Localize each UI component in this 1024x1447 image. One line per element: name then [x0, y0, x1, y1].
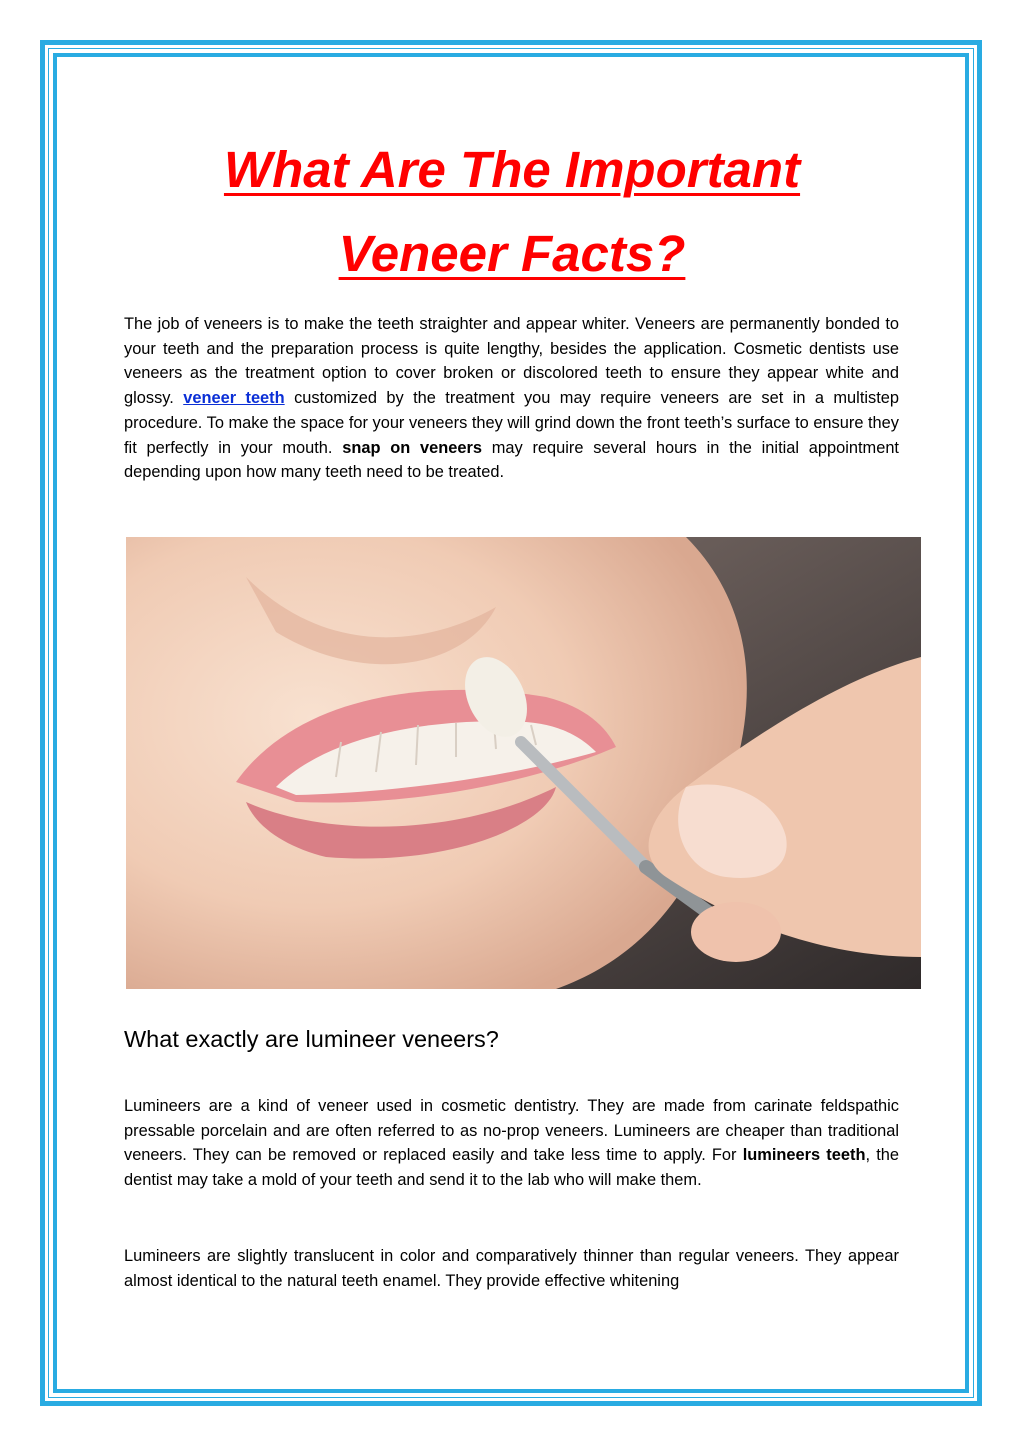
photo-illustration: [126, 537, 921, 989]
page-title: [100, 128, 924, 296]
intro-paragraph: [124, 312, 899, 485]
snap-on-veneers-bold: snap on veneers: [342, 438, 482, 457]
veneer-teeth-link[interactable]: veneer teeth: [183, 389, 285, 408]
smile-veneer-photo: [126, 537, 921, 989]
intro-text-1: The job of veneers is to make the teeth straighter and appear whiter. Veneers are permanently bonded to your teeth and the preparation process is quite lengthy, besides the application. Cosmetic dentists use veneers as the treatment option to cover broken or discolored teeth to ensure they appear white and glossy.: [124, 315, 899, 408]
lumineers-text-2: , the dentist may take a mold of your teeth and send it to the lab who will make them.: [124, 1146, 899, 1190]
lumineers-text-1: Lumineers are a kind of veneer used in cosmetic dentistry. They are made from carinate feldspathic pressable porcelain and are often referred to as no-prop veneers. Lumineers are cheaper than traditional veneers. They can be removed or replaced easily and take less time to apply. For: [124, 1097, 899, 1165]
intro-text-2: customized by the treatment you may require veneers are set in a multistep procedure. To make the space for your veneers they will grind down the front teeth’s surface to ensure they fit perfectly in your mouth.: [124, 389, 899, 457]
section-heading: What exactly are lumineer veneers?: [124, 1026, 499, 1052]
intro-text-3: may require several hours in the initial appointment depending upon how many teeth need to be treated.: [124, 438, 899, 482]
lumineers-teeth-bold: lumineers teeth: [742, 1146, 866, 1165]
lumineers-paragraph-2: Lumineers are slightly translucent in color and comparatively thinner than regular veneers. They appear almost identical to the natural teeth enamel. They provide effective whitening: [124, 1247, 899, 1290]
title-line-1: What Are The Important: [223, 141, 801, 198]
title-line-2: Veneer Facts?: [338, 225, 686, 282]
lumineers-paragraph-1: [124, 1094, 899, 1193]
